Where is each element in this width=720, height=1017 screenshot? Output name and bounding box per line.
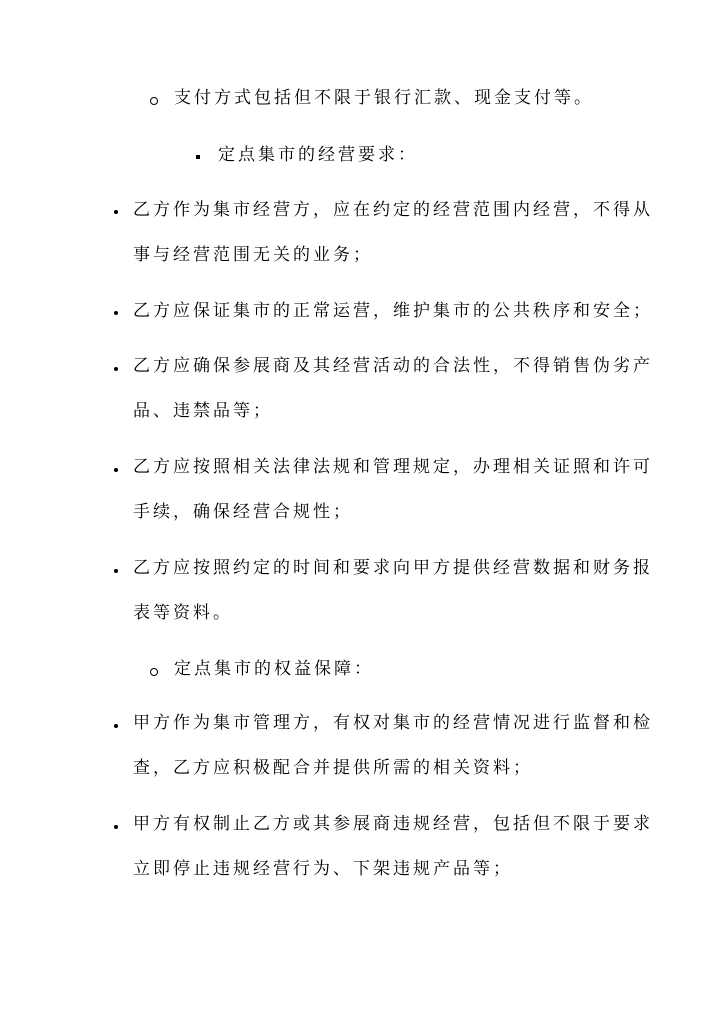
- disc-bullet-icon: [114, 302, 118, 322]
- requirement-legality-line-1: 乙方应确保参展商及其经营活动的合法性，不得销售伪劣产: [133, 356, 653, 376]
- requirement-license-line-1: 乙方应按照相关法律法规和管理规定，办理相关证照和许可: [133, 457, 653, 477]
- requirement-license-line-2: 手续，确保经营合规性；: [133, 502, 353, 522]
- rights-enforcement-line-1: 甲方有权制止乙方或其参展商违规经营，包括但不限于要求: [133, 814, 653, 834]
- payment-method-item: 支付方式包括但不限于银行汇款、现金支付等。: [174, 88, 594, 108]
- requirement-scope-line-2: 事与经营范围无关的业务；: [133, 245, 373, 265]
- requirement-legality-line-2: 品、违禁品等；: [133, 401, 273, 421]
- square-bullet-icon: [196, 146, 200, 166]
- requirement-reporting-line-2: 表等资料。: [133, 603, 233, 623]
- disc-bullet-icon: [114, 201, 118, 221]
- requirement-scope-line-1: 乙方作为集市经营方，应在约定的经营范围内经营，不得从: [133, 200, 653, 220]
- rights-supervision-line-2: 查，乙方应积极配合并提供所需的相关资料；: [133, 758, 533, 778]
- circle-bullet-icon: [150, 661, 158, 681]
- disc-bullet-icon: [114, 715, 118, 735]
- disc-bullet-icon: [114, 560, 118, 580]
- operation-requirements-heading: 定点集市的经营要求：: [218, 145, 418, 165]
- disc-bullet-icon: [114, 459, 118, 479]
- disc-bullet-icon: [114, 358, 118, 378]
- requirement-reporting-line-1: 乙方应按照约定的时间和要求向甲方提供经营数据和财务报: [133, 558, 653, 578]
- disc-bullet-icon: [114, 816, 118, 836]
- rights-supervision-line-1: 甲方作为集市管理方，有权对集市的经营情况进行监督和检: [133, 713, 653, 733]
- requirement-operation-line-1: 乙方应保证集市的正常运营，维护集市的公共秩序和安全；: [133, 301, 653, 321]
- rights-protection-heading: 定点集市的权益保障：: [174, 659, 374, 679]
- rights-enforcement-line-2: 立即停止违规经营行为、下架违规产品等；: [133, 859, 513, 879]
- circle-bullet-icon: [150, 90, 158, 110]
